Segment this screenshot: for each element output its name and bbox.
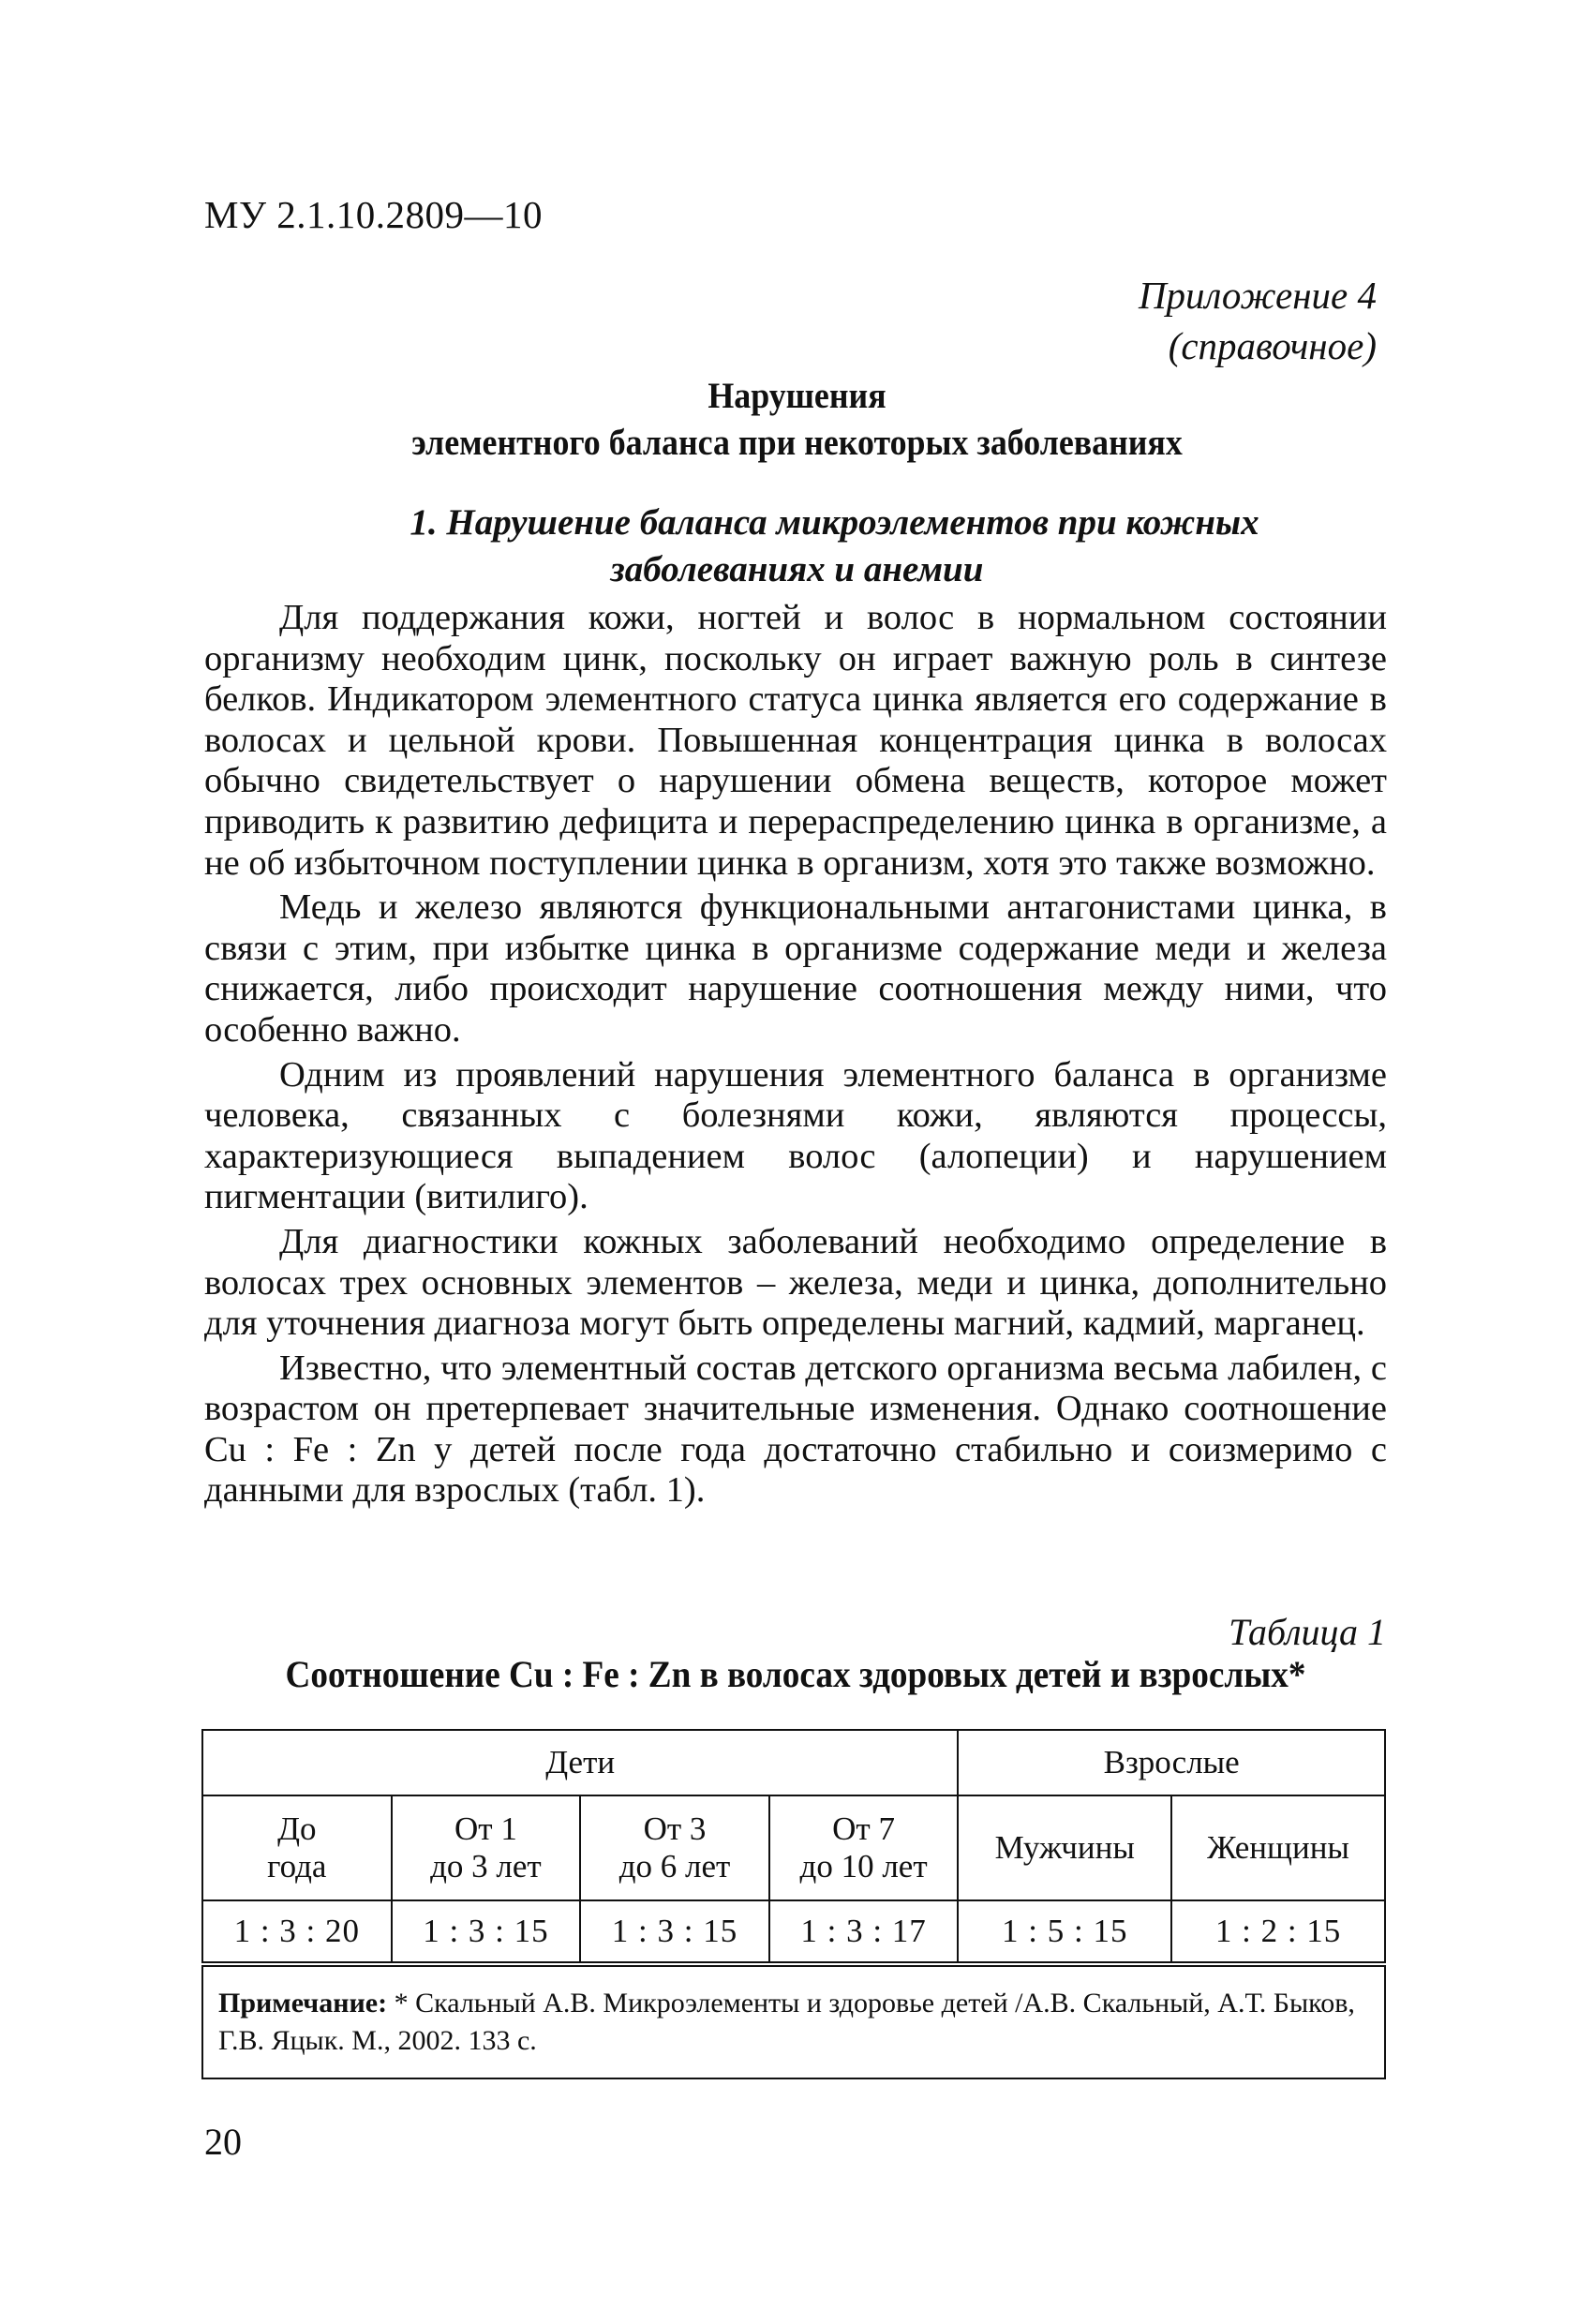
column-header bbox=[580, 1795, 769, 1900]
table-note bbox=[202, 1964, 1385, 2078]
group-header-children: Дети bbox=[202, 1730, 958, 1795]
column-header-line: года bbox=[267, 1848, 327, 1885]
column-header-line: От 1 bbox=[454, 1810, 517, 1847]
ratio-table bbox=[201, 1729, 1386, 2079]
paragraph: Для поддержания кожи, ногтей и волос в нормальном состоянии организму необходим цинк, поскольку он играет важную роль в синтезе белков. Индикатором элементного статуса цинка является его содержание в волосах и цельной крови. Повышенная концентрация цинка в волосах обычно свидетельствует о нарушении обмена веществ, которое может приводить к развитию дефицита и перераспределению цинка в организме, а не об избыточном поступлении цинка в организм, хотя это также возможно. bbox=[204, 598, 1387, 883]
section-heading-line1: 1. Нарушение баланса микроэлементов при кожных bbox=[410, 502, 1259, 543]
column-header-line: до 3 лет bbox=[430, 1848, 542, 1885]
table-cell: 1 : 3 : 17 bbox=[769, 1900, 959, 1964]
table-column-header-row bbox=[202, 1795, 1385, 1900]
group-header-adults: Взрослые bbox=[958, 1730, 1385, 1795]
section-heading bbox=[0, 499, 1594, 593]
paragraph: Медь и железо являются функциональными антагонистами цинка, в связи с этим, при избытке цинка в организме содержание меди и железа снижается, либо происходит нарушение соотношения между ними, что особенно важно. bbox=[204, 887, 1387, 1050]
column-header-line: От 3 bbox=[643, 1810, 707, 1847]
appendix-type: (справочное) bbox=[1168, 324, 1377, 367]
body-text bbox=[204, 598, 1387, 1512]
column-header: Мужчины bbox=[958, 1795, 1171, 1900]
page-title-line1: Нарушения bbox=[708, 376, 886, 416]
section-heading-line2: заболеваниях и анемии bbox=[610, 549, 984, 589]
page-number: 20 bbox=[204, 2121, 242, 2163]
table-cell: 1 : 5 : 15 bbox=[958, 1900, 1171, 1964]
column-header-line: до 10 лет bbox=[799, 1848, 928, 1885]
document-code: МУ 2.1.10.2809—10 bbox=[204, 193, 543, 236]
appendix-label bbox=[1139, 270, 1377, 371]
column-header-line: до 6 лет bbox=[618, 1848, 731, 1885]
table-title bbox=[204, 1651, 1387, 1698]
column-header: Женщины bbox=[1171, 1795, 1385, 1900]
page-title bbox=[0, 373, 1594, 467]
column-header bbox=[202, 1795, 392, 1900]
table-label: Таблица 1 bbox=[1229, 1611, 1386, 1653]
table-cell: 1 : 3 : 15 bbox=[580, 1900, 769, 1964]
table-group-header-row bbox=[202, 1730, 1385, 1795]
note-label: Примечание: bbox=[218, 1988, 388, 2019]
table-title-text: Соотношение Cu : Fe : Zn в волосах здоровых детей и взрослых* bbox=[285, 1653, 1306, 1695]
appendix-number: Приложение 4 bbox=[1138, 274, 1377, 317]
paragraph: Одним из проявлений нарушения элементного баланса в организме человека, связанных с болезнями кожи, являются процессы, характеризующиеся выпадением волос (алопеции) и нарушением пигментации (витилиго). bbox=[204, 1054, 1387, 1217]
column-header-line: От 7 bbox=[832, 1810, 895, 1847]
table-note-row bbox=[202, 1964, 1385, 2078]
paragraph: Известно, что элементный состав детского организма весьма лабилен, с возрастом он претерпевает значительные изменения. Однако соотношение Cu : Fe : Zn у детей после года достаточно стабильно и соизмеримо с данными для взрослых (табл. 1). bbox=[204, 1348, 1387, 1511]
table-row bbox=[202, 1900, 1385, 1964]
page-title-line2: элементного баланса при некоторых заболеваниях bbox=[411, 423, 1183, 463]
table-cell: 1 : 3 : 20 bbox=[202, 1900, 392, 1964]
column-header bbox=[769, 1795, 959, 1900]
note-text: * Скальный А.В. Микроэлементы и здоровье детей /А.В. Скальный, А.Т. Быков, Г.В. Яцык. М., 2002. 133 с. bbox=[218, 1988, 1355, 2056]
table-cell: 1 : 2 : 15 bbox=[1171, 1900, 1385, 1964]
table-cell: 1 : 3 : 15 bbox=[392, 1900, 581, 1964]
column-header-line: До bbox=[277, 1810, 317, 1847]
paragraph: Для диагностики кожных заболеваний необходимо определение в волосах трех основных элементов – железа, меди и цинка, дополнительно для уточнения диагноза могут быть определены магний, кадмий, марганец. bbox=[204, 1221, 1387, 1344]
column-header bbox=[392, 1795, 581, 1900]
